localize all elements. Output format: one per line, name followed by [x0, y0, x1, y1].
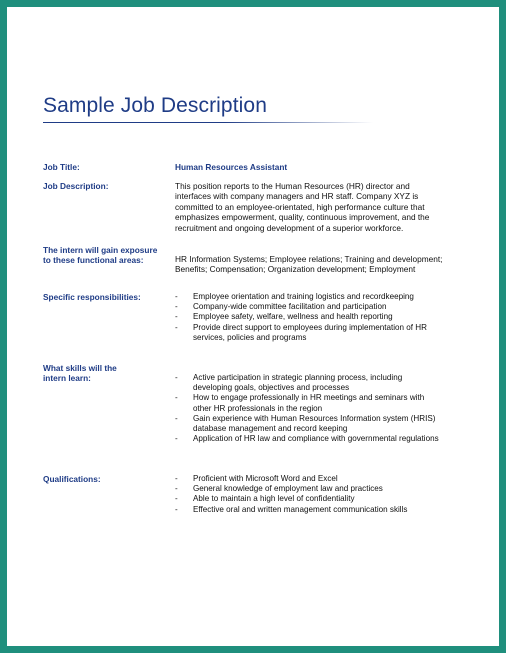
list-item-line: Employee orientation and training logistics and recordkeeping — [193, 292, 414, 301]
list-item-line: Able to maintain a high level of confidentiality — [193, 494, 355, 504]
bullet-dash: - — [175, 373, 178, 382]
list-item-line: Provide direct support to employees during implementation of HR — [193, 322, 427, 332]
functional-areas-label — [43, 245, 157, 265]
label-line: The intern will gain exposure — [43, 245, 158, 255]
bullet-dash: - — [175, 393, 178, 403]
label-line: What skills will the — [43, 363, 117, 373]
list-item-line: services, policies and programs — [193, 332, 307, 342]
list-item-line: Proficient with Microsoft Word and Excel — [193, 474, 338, 483]
qualifications-label: Qualifications: — [43, 474, 101, 484]
list-item — [175, 292, 465, 302]
qualifications-list — [175, 474, 465, 515]
list-item — [175, 434, 465, 444]
list-item — [175, 312, 465, 322]
bullet-dash: - — [175, 292, 178, 301]
list-item-line: General knowledge of employment law and practices — [193, 484, 383, 494]
label-line: to these functional areas: — [43, 255, 144, 265]
list-item — [175, 494, 465, 504]
title-underline — [43, 122, 373, 123]
job-description-label: Job Description: — [43, 181, 109, 191]
text-line: committed to an employee-orientated, high performance culture that — [175, 201, 425, 212]
list-item — [175, 484, 465, 494]
list-item — [175, 373, 465, 393]
list-item — [175, 302, 465, 312]
bullet-dash: - — [175, 494, 178, 504]
list-item-line: Company-wide committee facilitation and participation — [193, 302, 387, 312]
responsibilities-list — [175, 292, 465, 343]
bullet-dash: - — [175, 474, 178, 483]
bullet-dash: - — [175, 484, 178, 494]
list-item — [175, 505, 465, 515]
text-line: This position reports to the Human Resources (HR) director and — [175, 181, 410, 191]
bullet-dash: - — [175, 322, 178, 332]
functional-areas-text — [175, 254, 455, 275]
bullet-dash: - — [175, 302, 178, 312]
list-item-line: How to engage professionally in HR meetings and seminars with — [193, 393, 425, 403]
list-item-line: Effective oral and written management communication skills — [193, 504, 408, 514]
list-item-line: Employee safety, welfare, wellness and health reporting — [193, 312, 393, 322]
list-item — [175, 323, 465, 343]
job-title-value: Human Resources Assistant — [175, 162, 288, 172]
job-description-text — [175, 181, 455, 233]
list-item-line: Gain experience with Human Resources Information system (HRIS) — [193, 413, 436, 423]
text-line: recruitment and ongoing development of a superior workforce. — [175, 222, 404, 233]
skills-label — [43, 363, 117, 383]
bullet-dash: - — [175, 434, 178, 444]
text-line: interfaces with company managers and HR staff. Company XYZ is — [175, 191, 419, 202]
list-item-line: developing goals, objectives and processes — [193, 383, 350, 393]
bullet-dash: - — [175, 312, 178, 322]
text-line: emphasizes empowerment, quality, continuous improvement, and the — [175, 212, 430, 223]
job-title-label: Job Title: — [43, 162, 80, 172]
document-title: Sample Job Description — [43, 94, 267, 117]
list-item — [175, 474, 465, 484]
label-line: intern learn: — [43, 373, 91, 383]
list-item-line: Application of HR law and compliance with governmental regulations — [193, 434, 439, 444]
list-item-line: Active participation in strategic planning process, including — [193, 373, 403, 382]
list-item — [175, 414, 465, 434]
text-line: Benefits; Compensation; Organization development; Employment — [175, 264, 416, 275]
list-item-line: database management and record keeping — [193, 424, 348, 434]
bullet-dash: - — [175, 504, 178, 514]
list-item — [175, 393, 465, 413]
responsibilities-label: Specific responsibilities: — [43, 292, 141, 302]
bullet-dash: - — [175, 413, 178, 423]
text-line: HR Information Systems; Employee relations; Training and development; — [175, 254, 443, 264]
list-item-line: other HR professionals in the region — [193, 403, 323, 413]
skills-list — [175, 373, 465, 444]
